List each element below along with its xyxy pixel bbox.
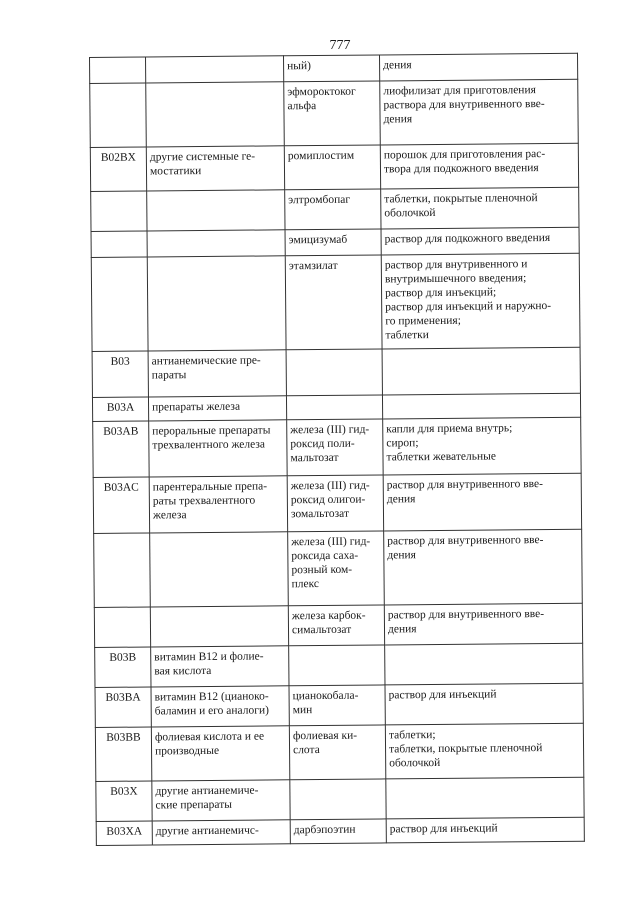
- drug-name-cell: [286, 395, 382, 420]
- dosage-form-line: таблетки;: [388, 729, 436, 742]
- dosage-form-line: дения: [387, 623, 417, 636]
- dosage-form-line: порошок для приготовления рас-: [383, 148, 546, 162]
- dosage-form-line: раствор для внутривенного и: [384, 258, 528, 272]
- drug-name-line: роксид поли-: [290, 437, 355, 451]
- anatomical-group-line: параты: [151, 369, 187, 382]
- table-row: [94, 603, 582, 647]
- atc-code-cell: B03BB: [95, 727, 151, 781]
- dosage-form-line: раствор для инъекций и наружно-: [385, 299, 552, 314]
- dosage-form-cell: [384, 603, 582, 645]
- anatomical-group-line: производные: [155, 744, 220, 758]
- drug-name-line: железа (III) гид-: [290, 479, 370, 493]
- dosage-form-line: раствор для инъекций: [389, 822, 498, 836]
- atc-code-cell: [91, 191, 147, 231]
- dosage-form-cell: [383, 473, 581, 531]
- atc-code-cell: B03XA: [96, 821, 152, 845]
- drug-name-line: зомальтозат: [290, 507, 350, 521]
- dosage-form-line: сироп;: [386, 437, 419, 450]
- drug-name-cell: [285, 255, 382, 350]
- atc-code-cell: B03B: [95, 647, 151, 687]
- drug-name-line: роксида саха-: [291, 549, 359, 563]
- drug-name-line: фолиевая ки-: [292, 729, 358, 743]
- drug-name-cell: [288, 605, 384, 646]
- anatomical-group-cell: [147, 190, 285, 231]
- medication-table: [89, 53, 585, 846]
- dosage-form-cell: [382, 393, 580, 419]
- drug-name-cell: [290, 779, 386, 820]
- atc-code-cell: B03AC: [93, 477, 149, 533]
- drug-name-cell: [288, 531, 385, 606]
- dosage-form-cell: [381, 253, 580, 349]
- dosage-form-cell: [383, 417, 581, 475]
- anatomical-group-cell: [150, 606, 288, 647]
- dosage-form-cell: [381, 187, 579, 229]
- drug-name-line: мин: [292, 704, 313, 717]
- drug-name-line: эфмороктоког: [287, 85, 356, 99]
- dosage-form-cell: [385, 643, 583, 685]
- dosage-form-line: раствор для инъекций;: [385, 286, 497, 300]
- anatomical-group-line: фолиевая кислота и ее: [154, 730, 265, 744]
- anatomical-group-cell: [151, 686, 289, 727]
- table-row: [93, 473, 581, 533]
- anatomical-group-line: железа: [152, 509, 187, 522]
- drug-name-line: слота: [293, 744, 320, 757]
- medication-table-body: [90, 53, 585, 845]
- dosage-form-cell: [379, 53, 577, 81]
- anatomical-group-line: мостатики: [149, 165, 202, 178]
- dosage-form-line: раствор для внутривенного вве-: [387, 608, 545, 622]
- drug-name-cell: [287, 419, 383, 476]
- anatomical-group-cell: [150, 532, 289, 607]
- drug-name-cell: [287, 475, 383, 532]
- drug-name-line: ный): [287, 60, 312, 73]
- dosage-form-line: раствор для инъекций: [388, 688, 497, 702]
- anatomical-group-cell: [148, 350, 286, 397]
- dosage-form-cell: [384, 529, 583, 605]
- drug-name-cell: [284, 145, 380, 190]
- anatomical-group-cell: [147, 256, 286, 351]
- dosage-form-cell: [385, 683, 583, 725]
- dosage-form-line: таблетки, покрытые пленочной: [389, 742, 543, 756]
- anatomical-group-cell: [147, 230, 285, 257]
- dosage-form-line: внутримышечного введения;: [384, 272, 527, 286]
- anatomical-group-line: пероральные препараты: [152, 424, 271, 438]
- drug-name-cell: [284, 81, 381, 146]
- anatomical-group-cell: [148, 396, 286, 421]
- drug-name-line: ромиплостим: [287, 149, 355, 163]
- drug-name-cell: [285, 189, 381, 230]
- dosage-form-line: раствор для подкожного введения: [384, 231, 551, 246]
- anatomical-group-line: антианемические пре-: [151, 354, 261, 368]
- anatomical-group-line: другие антианемичс-: [155, 824, 259, 838]
- drug-name-line: цианокобала-: [292, 689, 359, 703]
- dosage-form-line: раствора для внутривенного вве-: [383, 98, 545, 112]
- page-number: 777: [329, 38, 351, 53]
- dosage-form-line: капли для приема внутрь;: [386, 422, 513, 436]
- drug-name-cell: [289, 645, 385, 686]
- atc-code-cell: [90, 57, 146, 83]
- atc-code-cell: [91, 231, 147, 257]
- drug-name-cell: [290, 819, 386, 844]
- table-row: [95, 643, 583, 687]
- dosage-form-line: таблетки, покрытые пленочной: [384, 192, 538, 206]
- anatomical-group-cell: [149, 476, 287, 533]
- dosage-form-line: дения: [386, 493, 416, 506]
- drug-name-line: железа карбок-: [291, 609, 366, 623]
- atc-code-cell: B03BA: [95, 687, 151, 727]
- drug-name-line: эмицизумаб: [288, 233, 348, 247]
- drug-name-line: розный ком-: [291, 563, 353, 577]
- dosage-form-line: дения: [383, 59, 412, 72]
- drug-name-cell: [289, 685, 385, 726]
- drug-name-cell: [283, 55, 379, 82]
- atc-code-cell: [94, 607, 150, 647]
- anatomical-group-cell: [151, 726, 289, 781]
- atc-code-cell: B03X: [96, 781, 152, 821]
- anatomical-group-cell: [152, 780, 290, 821]
- drug-name-cell: [289, 725, 385, 780]
- dosage-form-line: раствор для внутривенного вве-: [387, 534, 544, 548]
- anatomical-group-line: витамин B12 и фолие-: [154, 650, 264, 664]
- table-row: [96, 817, 584, 845]
- anatomical-group-line: вая кислота: [154, 664, 212, 678]
- table-row: [95, 723, 583, 781]
- drug-name-line: роксид олигои-: [290, 493, 366, 507]
- anatomical-group-cell: [146, 146, 284, 191]
- dosage-form-line: таблетки: [385, 329, 429, 342]
- anatomical-group-cell: [152, 820, 290, 845]
- anatomical-group-line: препараты железа: [152, 400, 241, 414]
- anatomical-group-line: трехвалентного железа: [152, 438, 266, 452]
- drug-name-line: мальтозат: [290, 451, 339, 465]
- table-row: [91, 253, 580, 351]
- dosage-form-line: таблетки жевательные: [386, 450, 496, 464]
- anatomical-group-cell: [149, 420, 287, 477]
- dosage-form-line: дения: [387, 549, 416, 562]
- anatomical-group-cell: [151, 646, 289, 687]
- atc-code-cell: [91, 257, 148, 351]
- anatomical-group-line: ские препараты: [155, 798, 232, 812]
- atc-code-cell: B02BX: [90, 147, 146, 191]
- drug-name-line: этамзилат: [288, 259, 338, 273]
- table-row: [91, 187, 579, 231]
- dosage-form-line: оболочкой: [389, 756, 441, 770]
- atc-code-cell: [90, 83, 147, 147]
- dosage-form-cell: [380, 143, 578, 189]
- drug-name-cell: [286, 349, 382, 396]
- atc-code-cell: B03: [92, 351, 148, 397]
- dosage-form-cell: [382, 347, 580, 395]
- drug-name-line: железа (III) гид-: [291, 535, 371, 549]
- drug-name-line: железа (III) гид-: [290, 423, 370, 437]
- drug-name-line: элтромбопаг: [288, 193, 351, 207]
- table-row: [90, 79, 579, 147]
- table-row: [96, 777, 584, 821]
- anatomical-group-line: другие антианемиче-: [155, 784, 259, 798]
- table-row: [95, 683, 583, 727]
- dosage-form-line: дения: [383, 113, 413, 126]
- anatomical-group-line: витамин B12 (цианоко-: [154, 690, 269, 704]
- table-row: [94, 529, 583, 607]
- dosage-form-cell: [386, 817, 584, 843]
- atc-code-cell: [94, 533, 151, 607]
- drug-name-line: альфа: [287, 100, 317, 113]
- anatomical-group-line: другие системные ге-: [149, 150, 256, 164]
- anatomical-group-line: баламин и его аналоги): [154, 704, 269, 718]
- drug-name-line: симальтозат: [291, 623, 352, 637]
- atc-code-cell: B03A: [92, 397, 148, 421]
- anatomical-group-cell: [146, 82, 285, 147]
- atc-code-cell: B03AB: [93, 421, 149, 477]
- drug-name-line: плекс: [291, 578, 320, 591]
- anatomical-group-cell: [146, 56, 284, 83]
- drug-name-cell: [285, 229, 381, 256]
- table-row: [90, 143, 578, 191]
- drug-name-line: дарбэпоэтин: [293, 823, 356, 837]
- table-row: [92, 347, 580, 397]
- anatomical-group-line: парентеральные препа-: [152, 480, 268, 494]
- dosage-form-cell: [380, 79, 579, 145]
- anatomical-group-line: раты трехвалентного: [152, 494, 256, 508]
- table-row: [93, 417, 581, 477]
- dosage-form-line: лиофилизат для приготовления: [383, 84, 536, 98]
- dosage-form-line: оболочкой: [384, 206, 436, 220]
- dosage-form-line: го применения;: [385, 314, 461, 328]
- dosage-form-line: раствор для внутривенного вве-: [386, 478, 543, 492]
- dosage-form-cell: [385, 723, 583, 779]
- dosage-form-cell: [381, 227, 579, 255]
- dosage-form-line: твора для подкожного введения: [383, 162, 539, 176]
- dosage-form-cell: [386, 777, 584, 819]
